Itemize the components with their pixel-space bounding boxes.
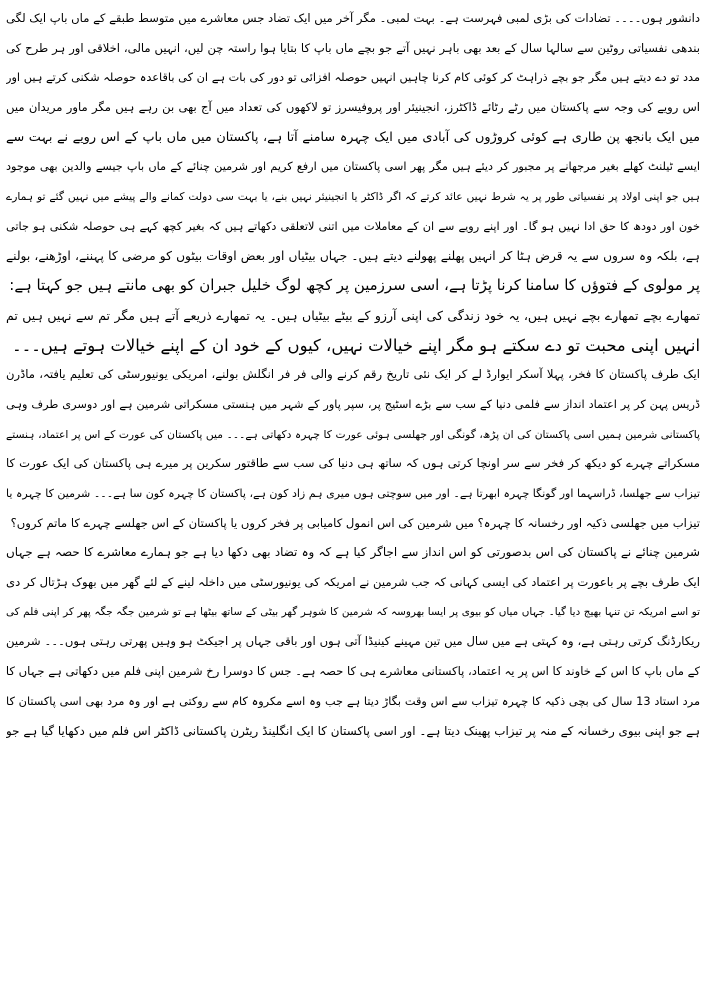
text-line: مسکراتے چہرے کو دیکھ کر فخر سے سر اونچا کرتی ہوں کہ ساتھ ہی دنیا کی سب سے طاقتور سکرین پر میرے ہی پاکستان کی ایک عورت کا [6,456,700,471]
text-line: تو اسے امریکہ تن تنہا بھیج دیا گیا۔ جہاں میاں کو بیوی پر ایسا بھروسہ کہ شرمین کا شوہر گھر بیٹی کے ساتھ بیٹھا ہے تو شرمین جگہ جگہ پھر کر اپنی فلم کی [6,605,700,618]
text-line: ہے، بلکہ وہ سروں سے یہ قرض ہٹا کر انہیں پھلنے پھولنے دیتے ہیں۔ جہاں بیٹیاں اور بعض اوقات بیٹوں کو مرضی کا پہننے، اوڑھنے، بولنے [6,248,700,263]
text-line: پر مولوی کے فتوؤں کا سامنا کرنا پڑتا ہے، اسی سرزمین پر کچھ لوگ خلیل جبران کو بھی مانتے ہیں جو کہتا ہے: [9,276,700,295]
text-line: مدد تو دے دیتے ہیں مگر جو بچے ذراہٹ کر کوئی کام کرنا چاہیں انہیں حوصلہ افزائی تو دور کی بات ہے ان کی باقاعدہ حوصلہ شکنی کرتے ہیں اور [6,71,700,85]
quote-line: تمھارے بچے تمھارے بچے نہیں ہیں، یہ خود زندگی کی اپنی آرزو کے بیٹے بیٹیاں ہیں۔ یہ تمھارے ذریعے آتے ہیں مگر تم سے نہیں ہیں تم [6,307,700,323]
text-line: ڈریس پہن کر پر اعتماد انداز سے فلمی دنیا کے سب سے بڑے اسٹیج پر، سپر پاور کے شہر میں ہنستی مسکراتی شرمین ہے اور دوسری طرف وہی [6,397,700,411]
text-line: بندھی نفسیاتی روٹین سے سالہا سال کے بعد بھی باہر نہیں آتے جو بچے ماں باپ کا بتایا ہوا راستہ چن لیں، انہیں مالی، اخلاقی اور ہر طرح کی [6,40,700,55]
quote-line: انہیں اپنی محبت تو دے سکتے ہو مگر اپنے خیالات نہیں، کیوں کے خود ان کے اپنے خیالات ہوتے ہیں۔۔۔ [11,335,700,355]
text-line: دانشور ہوں۔۔۔۔ تضادات کی بڑی لمبی فہرست ہے۔ بہت لمبی۔ مگر آخر میں ایک تضاد جس معاشرے میں متوسط طبقے کے ماں باپ ایک لگی [6,11,700,25]
text-line: خون اور دودھ کا حق ادا نہیں ہو گا۔ اور اپنے رویے سے ان کے معاملات میں اتنی لاتعلقی دکھاتے ہیں کہ بغیر کچھ کہے ہی حوصلہ شکنی ہو جاتی [6,219,700,233]
text-line: ریکارڈنگ کرتی رہتی ہے، وہ کہتی ہے میں سال میں تین مہینے کینیڈا آتی ہوں اور باقی جہاں پر اجیکٹ ہو وہیں پھرتی رہتی ہوں۔۔۔ شرمین [6,634,700,649]
text-line: میں ایک بانجھ پن طاری ہے کوئی کروڑوں کی آبادی میں ایک چہرہ سامنے آتا ہے، پاکستان میں ماں باپ کے اس رویے نے بہت سے [6,129,700,145]
text-line: تیزاب سے جھلسا، ڈراسہما اور گونگا چہرہ ابھرتا ہے۔ اور میں سوچتی ہوں میری ہم زاد کون ہے، پاکستان کا چہرہ کون سا ہے۔۔۔ شرمین کا چہرہ یا [6,487,700,500]
text-line: تیزاب میں جھلسی ذکیہ اور رخسانہ کا چہرہ؟ میں شرمین کی اس انمول کامیابی پر فخر کروں یا پاکستان کے اس جھلسے چہرے کا ماتم کروں؟ [10,515,700,530]
text-line: ہے جو اپنی بیوی رخسانہ کے منہ پر تیزاب پھینک دیتا ہے۔ اور اسی پاکستان کا ایک انگلینڈ ریٹرن پاکستانی ڈاکٹر اس فلم میں دکھایا گیا ہے جو [6,723,700,738]
text-line: ہیں جو اپنی اولاد پر نفسیاتی طور پر یہ شرط نہیں عائد کرتے کہ اگر ڈاکٹر یا انجینیئر نہیں بنے، یا بہت سی دولت کمانے والے پیشے میں نہیں گئے تو ہمارے [6,190,700,204]
text-line: ایک طرف بچے پر باعورت پر اعتماد کی ایسی کہانی کہ جب شرمین نے امریکہ کی یونیورسٹی میں داخلہ لینے کے لئے گھر میں بھوک ہڑتال کر دی [6,575,700,590]
text-line: ایک طرف پاکستان کا فخر، پہلا آسکر ایوارڈ لے کر ایک نئی تاریخ رقم کرنے والی فر فر انگلش بولنے، امریکی یونیورسٹی کی تعلیم یافتہ، ماڈرن [6,367,700,382]
text-line: اس رویے کی وجہ سے پاکستان میں رٹے رٹائے ڈاکٹرز، انجینیئر اور پروفیسرز تو لاکھوں کی تعداد میں آج بھی بن رہے ہیں مگر ماور مریدان میں [6,100,700,115]
text-line: شرمین چنائے نے پاکستان کی اس بدصورتی کو اس انداز سے اجاگر کیا ہے کہ وہ تضاد بھی دکھا دیا ہے جو ہمارے معاشرے کا حصہ ہے جہاں [6,545,700,560]
text-line: مرد استاد 13 سال کی بچی ذکیہ کا چہرہ تیزاب سے اس وقت بگاڑ دیتا ہے جب وہ اسے مکروہ کام سے روکتی ہے اور وہ مرد بھی اسی پاکستان کا [6,694,700,708]
text-line: ایسے ٹیلنٹ کھلے بغیر مرجھانے پر مجبور کر دیئے ہیں مگر پھر اسی پاکستان میں ارفع کریم اور شرمین چنائے کے ماں باپ جیسے والدین بھی موجود [6,160,700,174]
text-line: پاکستانی شرمین ہمیں اسی پاکستان کی ان پڑھ، گونگی اور جھلسی ہوئی عورت کا چہرہ دکھاتی ہے۔۔۔ میں پاکستان کی عورت کے اس پر اعتماد، ہنستے [6,427,700,441]
text-line: کے ماں باپ کا اس کے خاوند کا اس پر یہ اعتماد، پاکستانی معاشرے ہی کا حصہ ہے۔ جس کا دوسرا رخ شرمین اپنی فلم میں دکھاتی ہے جہاں کا [6,664,700,679]
